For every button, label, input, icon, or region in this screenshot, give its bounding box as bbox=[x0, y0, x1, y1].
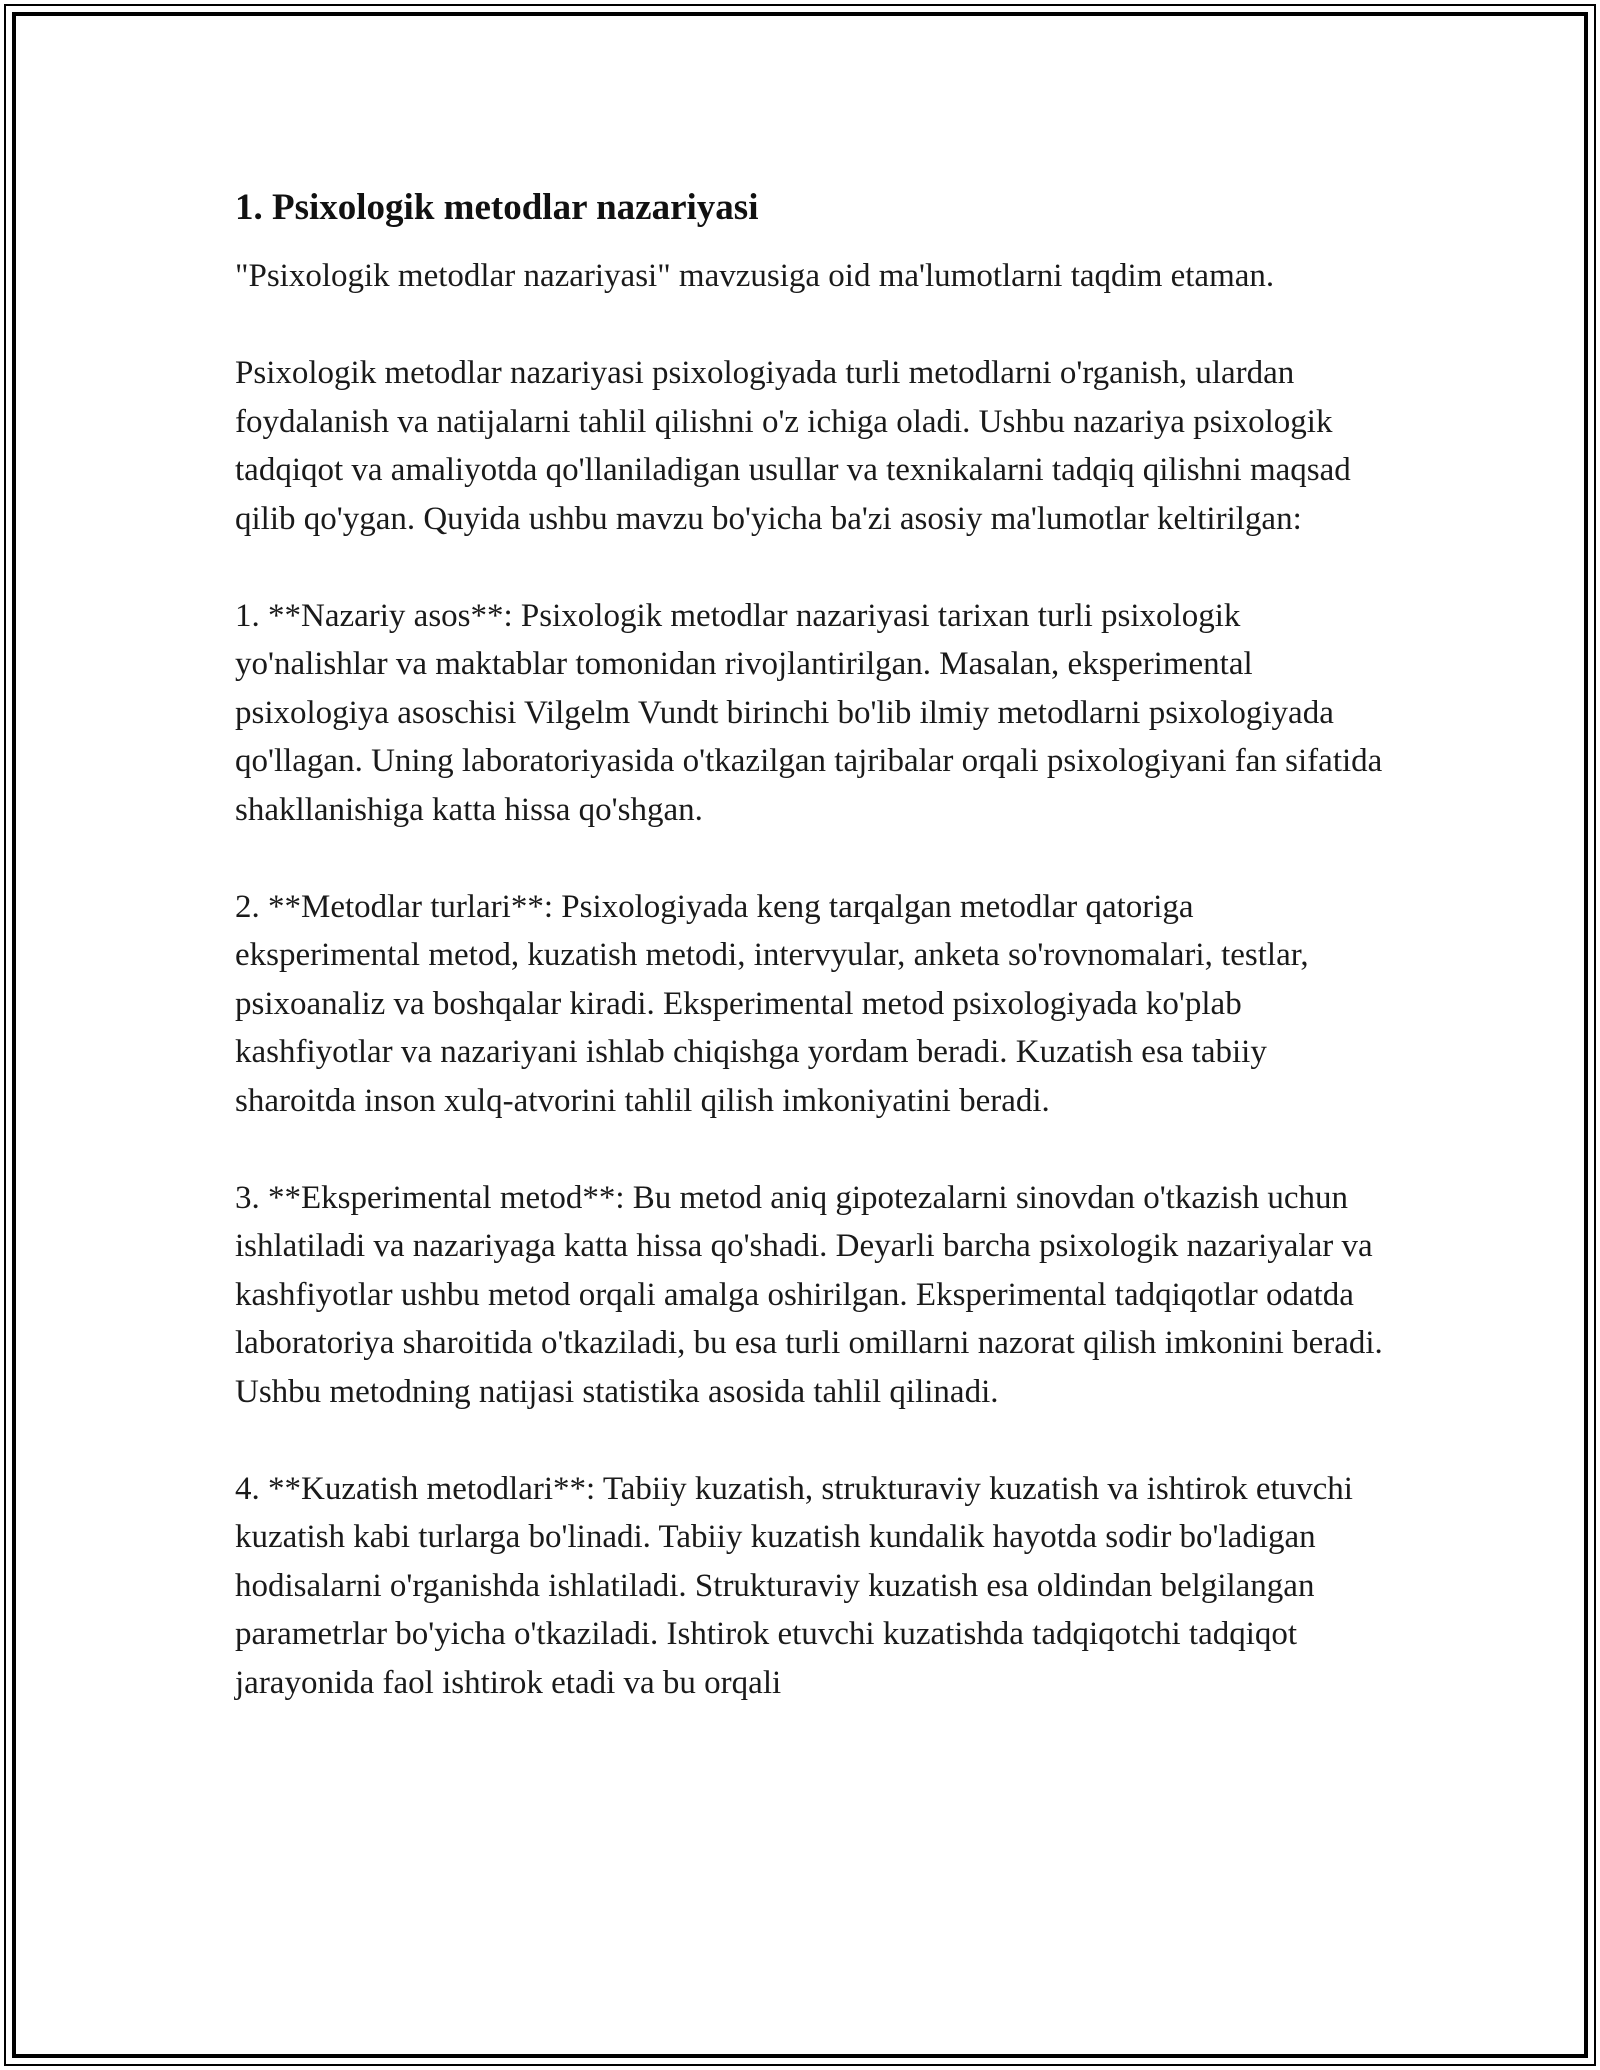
paragraph-point-2: 2. **Metodlar turlari**: Psixologiyada keng tarqalgan metodlar qatoriga eksperimental metod, kuzatish metodi, intervyular, anketa so'rovnomalari, testlar, psixoanaliz va boshqalar kiradi. Eksperimental metod psixologiyada ko'plab kashfiyotlar va nazariyani ishlab chiqishga yordam beradi. Kuzatish esa tabiiy sharoitda inson xulq-atvorini tahlil qilish imkoniyatini beradi. bbox=[235, 888, 1309, 1119]
paragraph-point-3: 3. **Eksperimental metod**: Bu metod aniq gipotezalarni sinovdan o'tkazish uchun ishlatiladi va nazariyaga katta hissa qo'shadi. Deyarli barcha psixologik nazariyalar va kashfiyotlar ushbu metod orqali amalga oshirilgan. Eksperimental tadqiqotlar odatda laboratoriya sharoitida o'tkaziladi, bu esa turli omillarni nazorat qilish imkonini beradi. Ushbu metodning natijasi statistika asosida tahlil qilinadi. bbox=[235, 1179, 1383, 1410]
document-body bbox=[235, 186, 1385, 1756]
document-title: 1. Psixologik metodlar nazariyasi bbox=[235, 187, 759, 228]
paragraph-intro: "Psixologik metodlar nazariyasi" mavzusiga oid ma'lumotlarni taqdim etaman. bbox=[235, 258, 1275, 295]
paragraph-point-4: 4. **Kuzatish metodlari**: Tabiiy kuzatish, strukturaviy kuzatish va ishtirok etuvchi kuzatish kabi turlarga bo'linadi. Tabiiy kuzatish kundalik hayotda sodir bo'ladigan hodisalarni o'rganishda ishlatiladi. Strukturaviy kuzatish esa oldindan belgilangan parametrlar bo'yicha o'tkaziladi. Ishtirok etuvchi kuzatishda tadqiqotchi tadqiqot jarayonida faol ishtirok etadi va bu orqali bbox=[235, 1470, 1353, 1701]
paragraph-overview: Psixologik metodlar nazariyasi psixologiyada turli metodlarni o'rganish, ulardan foydalanish va natijalarni tahlil qilishni o'z ichiga oladi. Ushbu nazariya psixologik tadqiqot va amaliyotda qo'llaniladigan usullar va texnikalarni tadqiq qilishni maqsad qilib qo'ygan. Quyida ushbu mavzu bo'yicha ba'zi asosiy ma'lumotlar keltirilgan: bbox=[235, 355, 1351, 537]
paragraph-point-1: 1. **Nazariy asos**: Psixologik metodlar nazariyasi tarixan turli psixologik yo'nalishlar va maktablar tomonidan rivojlantirilgan. Masalan, eksperimental psixologiya asoschisi Vilgelm Vundt birinchi bo'lib ilmiy metodlarni psixologiyada qo'llagan. Uning laboratoriyasida o'tkazilgan tajribalar orqali psixologiyani fan sifatida shakllanishiga katta hissa qo'shgan. bbox=[235, 597, 1383, 828]
